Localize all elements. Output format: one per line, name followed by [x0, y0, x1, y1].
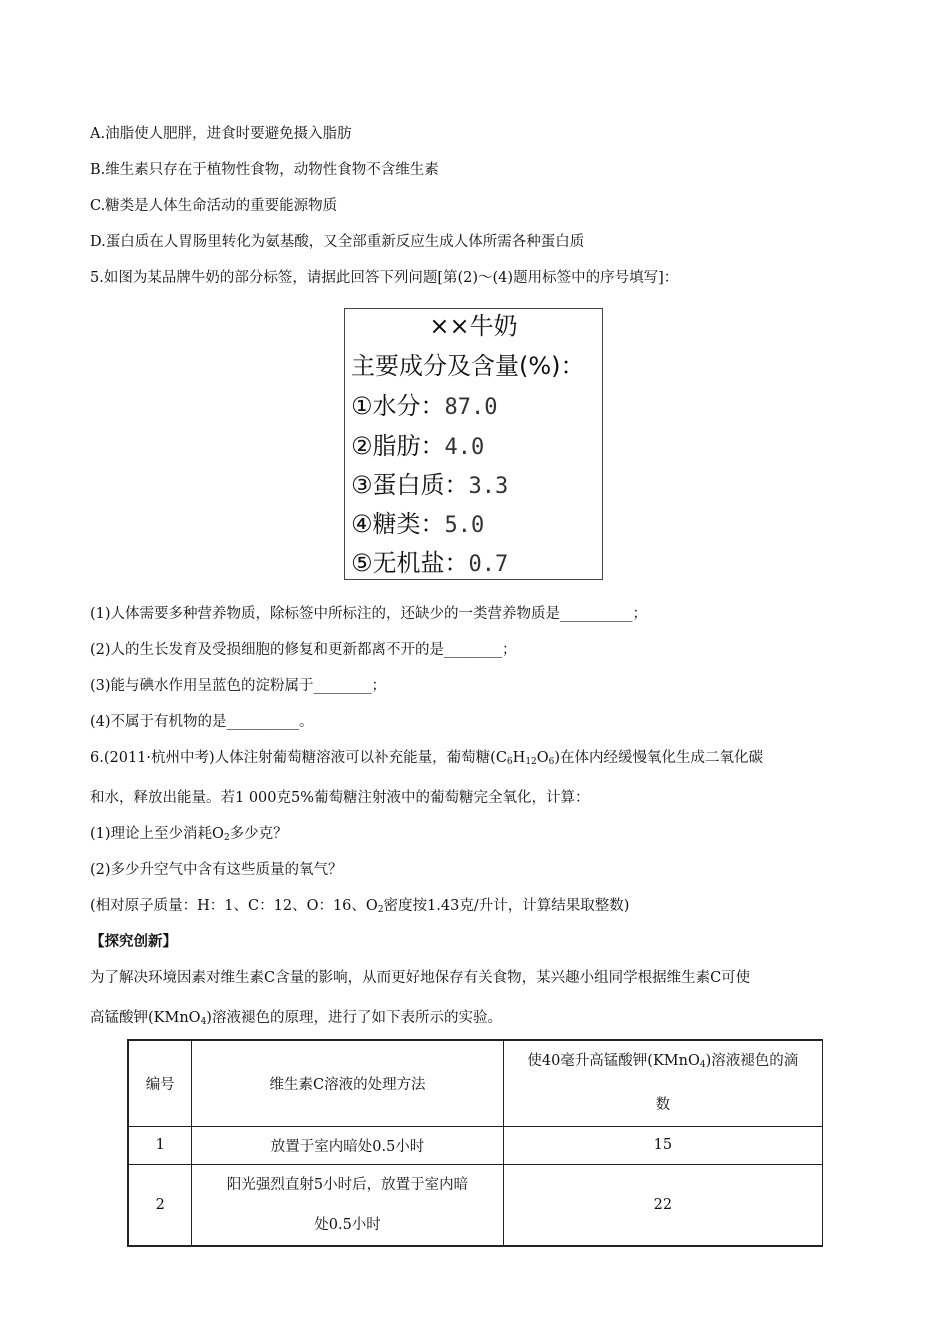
milk-label-item: [351, 470, 508, 502]
item-value: 0.7: [468, 552, 509, 577]
item-name: ④糖类：: [351, 510, 445, 538]
item-value: 5.0: [444, 513, 485, 538]
item-name: ③蛋白质：: [351, 471, 469, 499]
question-6-sub2: (2)多少升空气中含有这些质量的氧气？: [90, 862, 343, 878]
header-method: 维生素C溶液的处理方法: [192, 1040, 503, 1126]
table-row: [128, 1164, 823, 1246]
question-5-sub2: (2)人的生长发育及受损细胞的修复和更新都离不开的是________；: [90, 642, 517, 658]
question-5-stem: 5.如图为某品牌牛奶的部分标签，请据此回答下列问题[第(2)～(4)题用标签中的序号填写]：: [90, 270, 679, 286]
experiment-table: [127, 1039, 823, 1247]
table-header-row: [128, 1040, 823, 1126]
item-name: ⑤无机盐：: [351, 549, 469, 577]
milk-label-title: ××牛奶: [429, 312, 518, 340]
option-a: A.油脂使人肥胖，进食时要避免摄入脂肪: [90, 126, 352, 142]
cell-method: 阳光强烈直射5小时后，放置于室内暗 处0.5小时: [192, 1164, 503, 1246]
option-c: C.糖类是人体生命活动的重要能源物质: [90, 198, 338, 214]
option-b: B.维生素只存在于植物性食物，动物性食物不含维生素: [90, 162, 439, 178]
table-row: [128, 1126, 823, 1164]
milk-label-subtitle: 主要成分及含量(%)：: [351, 352, 585, 380]
cell-number: 2: [128, 1164, 192, 1246]
explore-line2: 高锰酸钾(KMnO$_4$)溶液褪色的原理，进行了如下表所示的实验。: [90, 1010, 502, 1027]
header-number: 编号: [128, 1040, 192, 1126]
header-drops: 使40毫升高锰酸钾(KMnO$_4$)溶液褪色的滴 数: [503, 1040, 822, 1126]
milk-label-item: [351, 431, 484, 463]
milk-label-item: [351, 509, 484, 541]
item-name: ①水分：: [351, 392, 445, 420]
item-name: ②脂肪：: [351, 432, 445, 460]
item-value: 3.3: [468, 474, 509, 499]
explore-line1: 为了解决环境因素对维生素C含量的影响，从而更好地保存有关食物，某兴趣小组同学根据维生素C可使: [90, 970, 751, 986]
question-6-note: (相对原子质量：H：1、C：12、O：16、$O_2$密度按1.43克/升计，计算结果取整数): [90, 898, 630, 915]
question-6-sub1: (1)理论上至少消耗$O_2$多少克？: [90, 826, 288, 843]
question-5-sub3: (3)能与碘水作用呈蓝色的淀粉属于________；: [90, 678, 387, 694]
cell-number: 1: [128, 1126, 192, 1164]
question-6-stem: 6.(2011·杭州中考)人体注射葡萄糖溶液可以补充能量，葡萄糖$(C_6H_{12}O_6)$在体内经缓慢氧化生成二氧化碳: [90, 750, 764, 767]
milk-label-item: [351, 548, 508, 580]
option-d: D.蛋白质在人胃肠里转化为氨基酸，又全部重新反应生成人体所需各种蛋白质: [90, 234, 585, 250]
cell-drops: 22: [503, 1164, 822, 1246]
item-value: 87.0: [444, 395, 498, 420]
milk-label-item: [351, 391, 498, 423]
question-6-line2: 和水，释放出能量。若1 000克5%葡萄糖注射液中的葡萄糖完全氧化，计算：: [90, 790, 590, 806]
milk-label: [344, 308, 603, 580]
cell-drops: 15: [503, 1126, 822, 1164]
section-heading: 【探究创新】: [90, 933, 177, 950]
question-5-sub1: (1)人体需要多种营养物质，除标签中所标注的，还缺少的一类营养物质是__________；: [90, 606, 648, 622]
cell-method: 放置于室内暗处0.5小时: [192, 1126, 503, 1164]
question-5-sub4: (4)不属于有机物的是__________。: [90, 714, 314, 730]
item-value: 4.0: [444, 435, 485, 460]
